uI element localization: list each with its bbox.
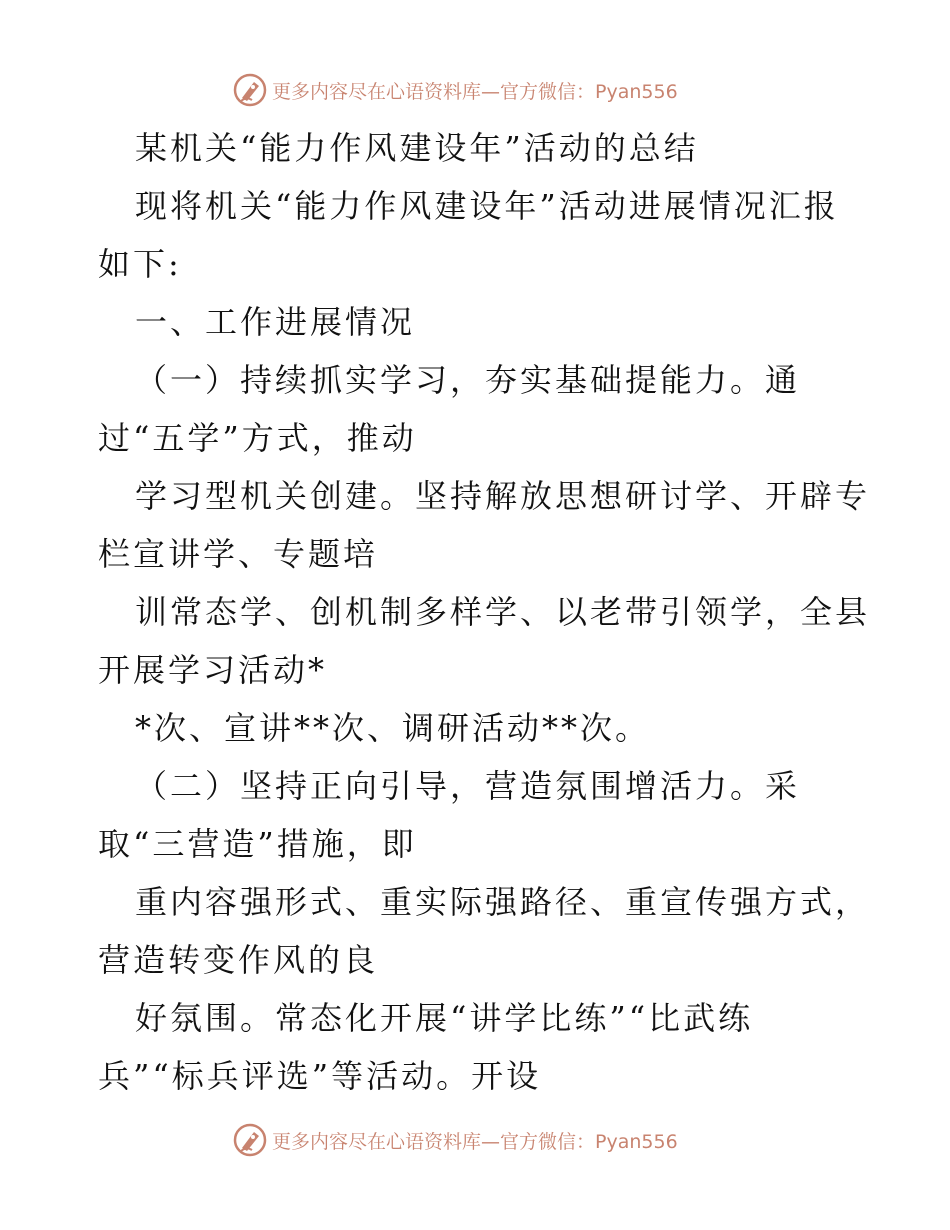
paragraph-line: *次、宣讲**次、调研活动**次。 <box>135 709 651 747</box>
watermark-banner-top <box>232 70 678 110</box>
watermark-text: 更多内容尽在心语资料库—官方微信：Pyan556 <box>272 80 678 103</box>
paragraph-line: 重内容强形式、重实际强路径、重宣传强方式， <box>135 883 871 921</box>
paragraph-line: 栏宣讲学、专题培 <box>98 535 379 573</box>
paragraph-line: 过“五学”方式，推动 <box>98 419 417 457</box>
watermark-text: 更多内容尽在心语资料库—官方微信：Pyan556 <box>272 1130 678 1153</box>
document-title: 某机关“能力作风建设年”活动的总结 <box>135 129 699 167</box>
paragraph-line: （二）坚持正向引导，营造氛围增活力。采 <box>135 767 801 805</box>
paragraph-line: 营造转变作风的良 <box>98 941 379 979</box>
paragraph-line: 取“三营造”措施，即 <box>98 825 417 863</box>
paragraph-line: 开展学习活动* <box>98 651 328 689</box>
paragraph-line: 兵”“标兵评选”等活动。开设 <box>98 1057 542 1095</box>
paragraph-line: 好氛围。常态化开展“讲学比练”“比武练 <box>135 999 754 1037</box>
watermark-banner-bottom <box>232 1120 678 1160</box>
paragraph-line: （一）持续抓实学习，夯实基础提能力。通 <box>135 361 801 399</box>
paragraph-line: 训常态学、创机制多样学、以老带引领学，全县 <box>135 593 871 631</box>
pen-nib-icon <box>232 1122 268 1158</box>
section-heading: 一、工作进展情况 <box>135 303 416 341</box>
paragraph-line: 如下: <box>98 245 182 283</box>
paragraph-line: 学习型机关创建。坚持解放思想研讨学、开辟专 <box>135 477 871 515</box>
pen-nib-icon <box>232 72 268 108</box>
paragraph-line: 现将机关“能力作风建设年”活动进展情况汇报 <box>135 187 839 225</box>
